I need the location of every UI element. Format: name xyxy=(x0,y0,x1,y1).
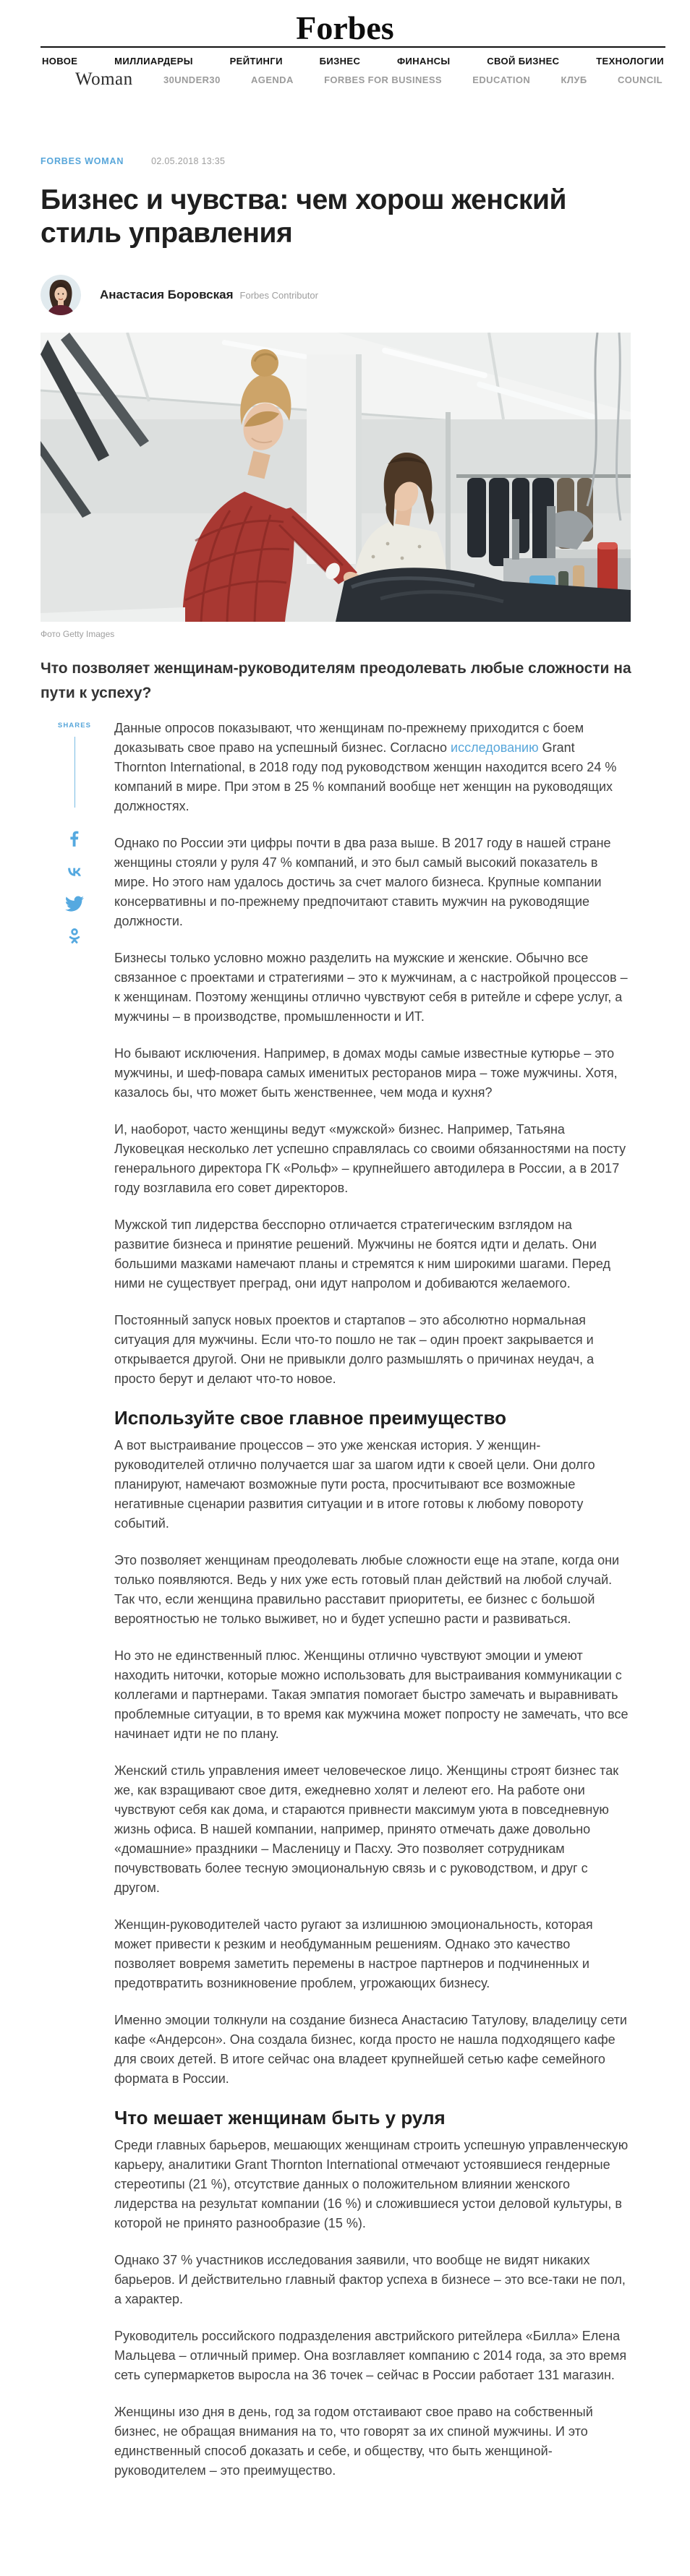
article-paragraph: Женский стиль управления имеет человеческое лицо. Женщины строят бизнес так же, как взращивают свое дитя, ежедневно холят и лелеют его. На работе они чувствуют себя как дома, и стараются привнести максимум уюта в повседневную жизнь офиса. В нашей компании, например, принято отмечать даже довольно «домашние» праздники – Масленицу и Пасху. Это позволяет сотрудникам почувствовать более тесную эмоциональную связь и с руководством, и друг с другом. xyxy=(114,1763,619,1895)
article-paragraph: А вот выстраивание процессов – это уже женская история. У женщин-руководителей отлично получается шаг за шагом идти к своей цели. Они долго планируют, намечают возможные пути роста, просчитывают все возможные негативные сценарии развития ситуации и в итоге готовы к любому повороту событий. xyxy=(114,1438,595,1531)
site-header xyxy=(0,0,690,97)
author-name[interactable]: Анастасия Боровская xyxy=(100,288,234,301)
breadcrumb-section-link[interactable]: FORBES WOMAN xyxy=(41,156,124,166)
vk-icon[interactable] xyxy=(65,862,84,881)
twitter-icon[interactable] xyxy=(65,894,84,913)
hero-image xyxy=(41,333,631,622)
article-title: Бизнес и чувства: чем хорош женский стиль управления xyxy=(41,184,567,249)
article xyxy=(41,156,649,2527)
share-rail-divider xyxy=(74,737,75,808)
article-body xyxy=(114,719,629,2481)
primary-nav-item-1[interactable]: МИЛЛИАРДЕРЫ xyxy=(114,56,193,67)
article-paragraph: Бизнесы только условно можно разделить на мужские и женские. Обычно все связанное с проектами и стратегиями – это к мужчинам, а с настройкой процессов – к женщинам. Поэтому женщины отлично чувствуют себя в ритейле и сфере услуг, а мужчины – в производстве, промышленности и ИТ. xyxy=(114,951,628,1024)
author-role: Forbes Contributor xyxy=(239,289,318,301)
publish-datetime: 02.05.2018 13:35 xyxy=(151,156,226,166)
primary-nav-item-5[interactable]: СВОЙ БИЗНЕС xyxy=(487,56,560,67)
odnoklassniki-icon[interactable] xyxy=(65,927,84,946)
author-avatar-illustration xyxy=(41,275,81,315)
secondary-nav-item-4[interactable]: EDUCATION xyxy=(472,74,531,85)
article-paragraph: Однако 37 % участников исследования заявили, что вообще не видят никаких барьеров. И действительно главный фактор успеха в бизнесе – это все-таки не пол, а характер. xyxy=(114,2253,626,2306)
article-paragraph: Однако по России эти цифры почти в два раза выше. В 2017 году в нашей стране женщины стояли у руля 47 % компаний, и это был самый высокий показатель в мире. Но этого нам удалось достичь за счет малого бизнеса. Крупные компании консервативны и по-прежнему предпочитают ставить мужчин на руководящие должности. xyxy=(114,836,611,928)
secondary-nav-item-3[interactable]: FORBES FOR BUSINESS xyxy=(324,74,442,85)
article-paragraph: Среди главных барьеров, мешающих женщинам строить успешную управленческую карьеру, аналитики Grant Thornton International отмечают устоявшиеся гендерные стереотипы (21 %), отсутствие данных о положительном влиянии женского лидерства на результат компании (16 %) и сложившиеся устои деловой культуры, в которой не принято разнообразие (15 %). xyxy=(114,2138,629,2230)
photo-credit: Фото Getty Images xyxy=(41,629,115,639)
article-paragraph: Но бывают исключения. Например, в домах моды самые известные кутюрье – это мужчины, и шеф-повара самых именитых ресторанов мира – тоже мужчины. Хотя, казалось бы, что может быть женственнее, чем мода и кухня? xyxy=(114,1046,618,1100)
primary-nav-item-3[interactable]: БИЗНЕС xyxy=(319,56,361,67)
article-paragraph: Данные опросов показывают, что женщинам по-прежнему приходится с боем доказывать свое право на успешный бизнес. Согласно исследованию Grant Thornton International, в 2018 году под руководством женщин находится всего 24 % компаний в мире. При этом в 25 % компаний вообще нет женщин на руководящих должностях. xyxy=(114,721,617,813)
forbes-logo[interactable]: Forbes xyxy=(296,9,394,46)
shares-label: SHARES xyxy=(57,722,92,729)
article-paragraph: Руководитель российского подразделения австрийского ритейлера «Билла» Елена Мальцева – отличный пример. Она возглавляет компанию с 2014 года, за это время сеть супермаркетов выросла на 36 точек – сейчас в России работает 131 магазин. xyxy=(114,2329,627,2382)
inline-link[interactable]: исследованию xyxy=(451,740,539,755)
article-paragraph: Мужской тип лидерства бесспорно отличается стратегическим взглядом на развитие бизнеса и принятие решений. Мужчины не боятся идти и делать. Они большими мазками намечают планы и стремятся к ним широкими шагами. Перед ними не существует преград, они идут напролом и добиваются желаемого. xyxy=(114,1218,610,1291)
article-paragraph: Именно эмоции толкнули на создание бизнеса Анастасию Татулову, владелицу сети кафе «Андерсон». Она создала бизнес, когда просто не нашла подходящего кафе для своих детей. В итоге сейчас она владеет крупнейшей сетью кафе семейного формата в России. xyxy=(114,2013,627,2086)
primary-nav xyxy=(41,48,665,69)
breadcrumb xyxy=(41,156,649,166)
article-lede: Что позволяет женщинам-руководителям преодолевать любые сложности на пути к успеху? xyxy=(41,660,631,701)
author-avatar[interactable] xyxy=(41,275,81,315)
share-rail xyxy=(52,722,97,959)
primary-nav-item-0[interactable]: НОВОЕ xyxy=(42,56,78,67)
article-paragraph: Женщины изо дня в день, год за годом отстаивают свое право на собственный бизнес, не обращая внимания на то, что говорят за их спиной мужчины. И это единственный способ доказать и себе, и обществу, что быть женщиной-руководителем – это преимущество. xyxy=(114,2405,593,2478)
secondary-nav-item-0[interactable]: Woman xyxy=(75,69,133,89)
article-paragraph: И, наоборот, часто женщины ведут «мужской» бизнес. Например, Татьяна Луковецкая несколько лет успешно справлялась со своими обязанностями на посту генерального директора ГК «Рольф» – крупнейшего автодилера в России, а в 2017 году возглавила его совет директоров. xyxy=(114,1122,626,1195)
primary-nav-item-2[interactable]: РЕЙТИНГИ xyxy=(229,56,283,67)
secondary-nav-item-1[interactable]: 30UNDER30 xyxy=(163,74,221,85)
secondary-nav-item-5[interactable]: КЛУБ xyxy=(561,74,587,85)
section-heading: Используйте свое главное преимущество xyxy=(114,1407,506,1429)
primary-nav-item-4[interactable]: ФИНАНСЫ xyxy=(397,56,451,67)
facebook-icon[interactable] xyxy=(65,829,84,848)
article-paragraph: Но это не единственный плюс. Женщины отлично чувствуют эмоции и умеют находить ниточки, которые можно использовать для выстраивания коммуникации с коллегами и партнерами. Такая эмпатия помогает быстро замечать и выравнивать проблемные ситуации, в то время как мужчина может попросту не замечать, что все начинает идти не по плану. xyxy=(114,1648,629,1741)
author-block xyxy=(41,275,649,315)
primary-nav-item-6[interactable]: ТЕХНОЛОГИИ xyxy=(596,56,664,67)
article-paragraph: Женщин-руководителей часто ругают за излишнюю эмоциональность, которая может привести к резким и необдуманным решениям. Однако это качество позволяет вовремя заметить перемены в настрое партнеров и подчиненных и предотвратить возникновение проблем, угрожающих бизнесу. xyxy=(114,1917,593,1990)
secondary-nav-item-6[interactable]: COUNCIL xyxy=(617,74,663,85)
article-paragraph: Это позволяет женщинам преодолевать любые сложности еще на этапе, когда они только появляются. Ведь у них уже есть готовый план действий на любой случай. Так что, если женщина правильно расставит приоритеты, ее бизнес с большой вероятностью не только выживет, но и будет успешно расти и развиваться. xyxy=(114,1553,620,1626)
section-heading: Что мешает женщинам быть у руля xyxy=(114,2107,446,2128)
hero-image-illustration xyxy=(41,333,631,622)
secondary-nav xyxy=(41,69,665,97)
article-paragraph: Постоянный запуск новых проектов и стартапов – это абсолютно нормальная ситуация для мужчины. Если что-то пошло не так – один проект закрывается и открывается другой. Они не привыкли долго размышлять о причинах неудач, а просто берут и делают что-то новое. xyxy=(114,1313,595,1386)
secondary-nav-item-2[interactable]: AGENDA xyxy=(251,74,294,85)
